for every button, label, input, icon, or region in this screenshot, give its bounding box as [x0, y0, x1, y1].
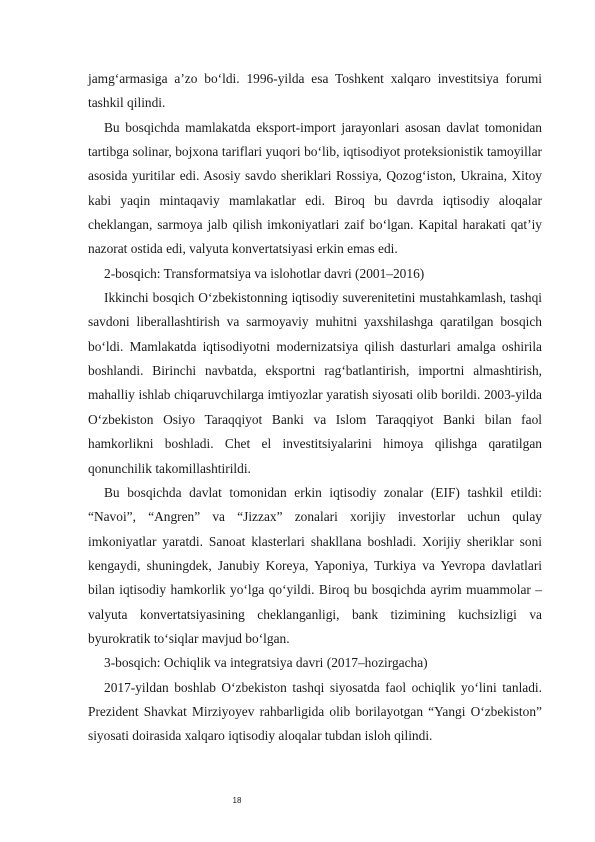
- paragraph-stage2-overview: Ikkinchi bosqich O‘zbekistonning iqtisodiy suverenitetini mustahkamlash, tashqi savdoni liberallashtirish va sarmoyaviy muhitni yaxshilashga qaratilgan bosqich bo‘ldi. Mamlakatda iqtisodiyotni modernizatsiya qilish dasturlari amalga oshirila boshlandi. Birinchi navbatda, eksportni rag‘batlantirish, importni almashtirish, mahalliy ishlab chiqaruvchilarga imtiyozlar yaratish siyosati olib borildi. 2003-yilda O‘zbekiston Osiyo Taraqqiyot Banki va Islom Taraqqiyot Banki bilan faol hamkorlikni boshladi. Chet el investitsiyalarini himoya qilishga qaratilgan qonunchilik takomillashtirildi.: [88, 290, 542, 476]
- page-number: 18: [232, 796, 242, 805]
- section-heading-stage2: 2-bosqich: Transformatsiya va islohotlar davri (2001–2016): [104, 265, 425, 281]
- paragraph-stage3-overview: 2017-yildan boshlab O‘zbekiston tashqi siyosatda faol ochiqlik yo‘lini tanladi. Prezident Shavkat Mirziyoyev rahbarligida olib borilayotgan “Yangi O‘zbekiston” siyosati doirasida xalqaro iqtisodiy aloqalar tubdan isloh qilindi.: [88, 679, 542, 744]
- paragraph-stage1-description: Bu bosqichda mamlakatda eksport-import jarayonlari asosan davlat tomonidan tartibga solinar, bojxona tariflari yuqori bo‘lib, iqtisodiyot proteksionistik tamoyillar asosida yuritilar edi. Asosiy savdo sheriklari Rossiya, Qozog‘iston, Ukraina, Xitoy kabi yaqin mintaqaviy mamlakatlar edi. Biroq bu davrda iqtisodiy aloqalar cheklangan, sarmoya jalb qilish imkoniyatlari zaif bo‘lgan. Kapital harakati qat’iy nazorat ostida edi, valyuta konvertatsiyasi erkin emas edi.: [88, 119, 542, 257]
- section-heading-stage3: 3-bosqich: Ochiqlik va integratsiya davri (2017–hozirgacha): [104, 655, 428, 671]
- paragraph-continuation: jamg‘armasiga a’zo bo‘ldi. 1996-yilda esa Toshkent xalqaro investitsiya forumi tashkil qilindi.: [88, 71, 542, 111]
- document-page: [88, 67, 542, 749]
- paragraph-stage2-zones: Bu bosqichda davlat tomonidan erkin iqtisodiy zonalar (EIF) tashkil etildi: “Navoi”, “Angren” va “Jizzax” zonalari xorijiy investorlar uchun qulay imkoniyatlar yaratdi. Sanoat klasterlari shakllana boshladi. Xorijiy sheriklar soni kengaydi, shuningdek, Janubiy Koreya, Yaponiya, Turkiya va Yevropa davlatlari bilan iqtisodiy hamkorlik yo‘lga qo‘yildi. Biroq bu bosqichda ayrim muammolar – valyuta konvertatsiyasining cheklanganligi, bank tizimining kuchsizligi va byurokratik to‘siqlar mavjud bo‘lgan.: [88, 484, 542, 646]
